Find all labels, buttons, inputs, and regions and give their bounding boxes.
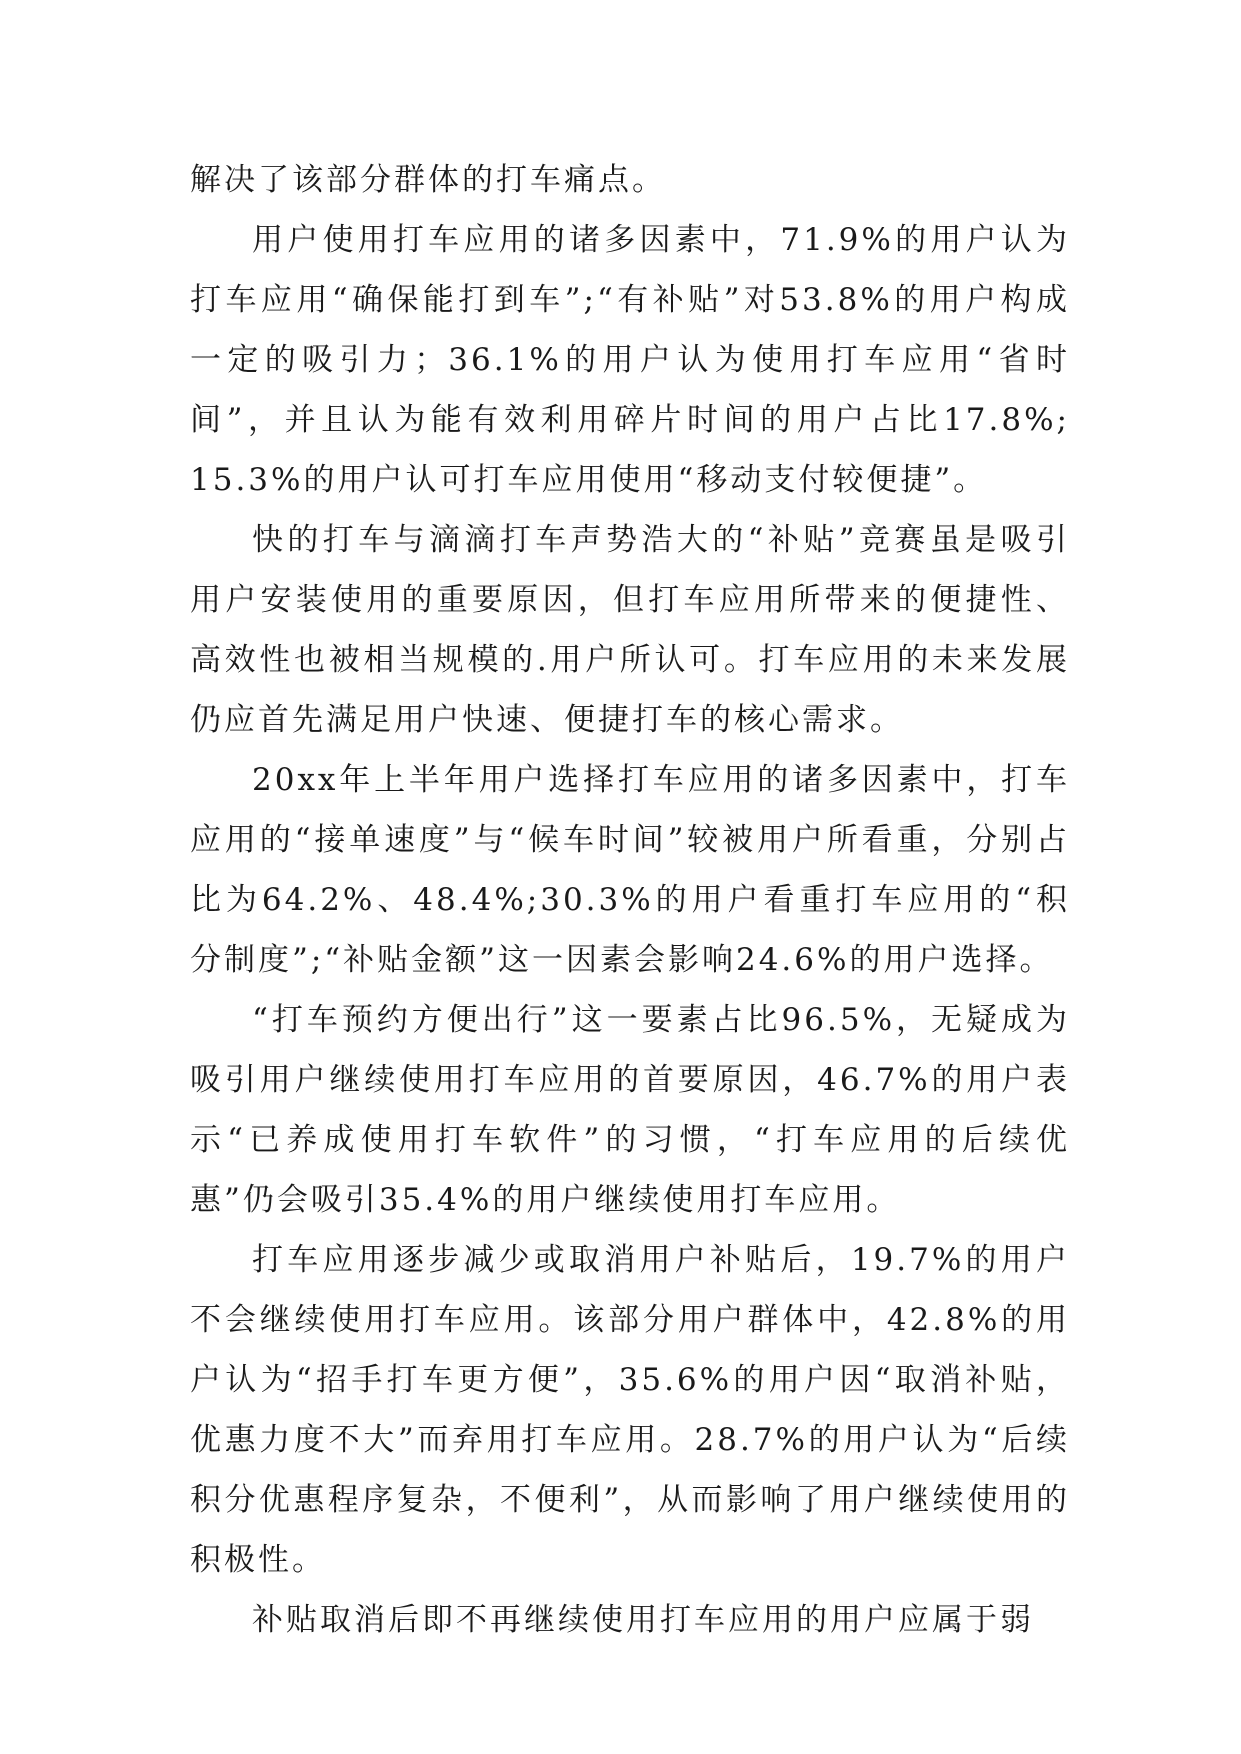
paragraph-subsidy-competition: 快的打车与滴滴打车声势浩大的“补贴”竞赛虽是吸引用户安装使用的重要原因，但打车应用所带来的便捷性、高效性也被相当规模的.用户所认可。打车应用的未来发展仍应首先满足用户快速、便捷打车的核心需求。 <box>190 522 1070 738</box>
paragraph-usage-factors: 用户使用打车应用的诸多因素中，71.9%的用户认为打车应用“确保能打到车”;“有补贴”对53.8%的用户构成一定的吸引力；36.1%的用户认为使用打车应用“省时间”，并且认为能有效利用碎片时间的用户占比17.8%; 15.3%的用户认可打车应用使用“移动支付较便捷”。 <box>190 222 1070 498</box>
paragraph-subsidy-reduction: 打车应用逐步减少或取消用户补贴后，19.7%的用户不会继续使用打车应用。该部分用户群体中，42.8%的用户认为“招手打车更方便”，35.6%的用户因“取消补贴，优惠力度不大”而弃用打车应用。28.7%的用户认为“后续积分优惠程序复杂，不便利”，从而影响了用户继续使用的积极性。 <box>190 1242 1070 1578</box>
paragraph-weak-users: 补贴取消后即不再继续使用打车应用的用户应属于弱 <box>252 1602 1034 1638</box>
document-body <box>190 150 1070 1650</box>
paragraph-continuation: 解决了该部分群体的打车痛点。 <box>190 162 666 198</box>
paragraph-selection-factors: 20xx年上半年用户选择打车应用的诸多因素中，打车应用的“接单速度”与“候车时间”较被用户所看重，分别占比为64.2%、48.4%;30.3%的用户看重打车应用的“积分制度”;“补贴金额”这一因素会影响24.6%的用户选择。 <box>190 762 1070 978</box>
paragraph-continued-use: “打车预约方便出行”这一要素占比96.5%，无疑成为吸引用户继续使用打车应用的首要原因，46.7%的用户表示“已养成使用打车软件”的习惯，“打车应用的后续优惠”仍会吸引35.4%的用户继续使用打车应用。 <box>190 1002 1070 1218</box>
